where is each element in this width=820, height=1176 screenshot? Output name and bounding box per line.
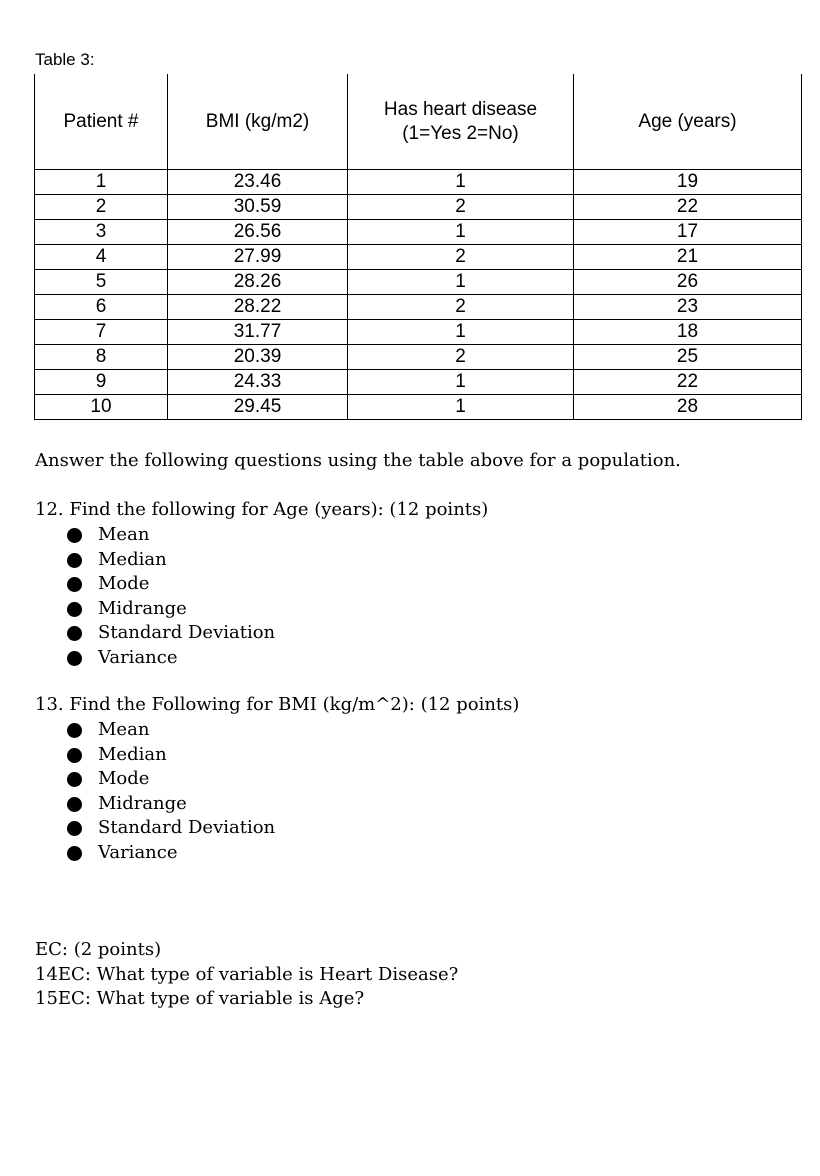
cell-bmi: 24.33 (168, 370, 348, 395)
cell-bmi: 29.45 (168, 395, 348, 420)
list-item: Mode (67, 572, 275, 597)
list-item: Mean (67, 523, 275, 548)
table-row (35, 270, 802, 295)
cell-age: 28 (574, 395, 802, 420)
cell-age: 25 (574, 345, 802, 370)
cell-age: 19 (574, 170, 802, 195)
cell-heart: 2 (348, 345, 574, 370)
list-item: Standard Deviation (67, 621, 275, 646)
cell-bmi: 20.39 (168, 345, 348, 370)
table-row (35, 195, 802, 220)
cell-bmi: 28.26 (168, 270, 348, 295)
list-item: Variance (67, 646, 275, 671)
cell-patient: 3 (35, 220, 168, 245)
header-bmi: BMI (kg/m2) (168, 74, 348, 170)
cell-patient: 2 (35, 195, 168, 220)
cell-age: 22 (574, 195, 802, 220)
cell-heart: 1 (348, 220, 574, 245)
question-13-title: 13. Find the Following for BMI (kg/m^2): (12 points) (35, 694, 520, 715)
question-14ec: 14EC: What type of variable is Heart Disease? (35, 963, 459, 985)
table-row (35, 320, 802, 345)
list-item: Standard Deviation (67, 816, 275, 841)
list-item: Mean (67, 718, 275, 743)
table-caption: Table 3: (35, 50, 95, 69)
cell-patient: 8 (35, 345, 168, 370)
extra-credit-section (35, 938, 458, 1012)
instructions-text: Answer the following questions using the table above for a population. (35, 450, 681, 471)
bullet-icon (67, 602, 82, 617)
cell-age: 26 (574, 270, 802, 295)
header-heart-line2: (1=Yes 2=No) (402, 122, 519, 144)
table-row (35, 295, 802, 320)
cell-age: 17 (574, 220, 802, 245)
bullet-icon (67, 772, 82, 787)
list-item: Mode (67, 767, 275, 792)
cell-heart: 2 (348, 245, 574, 270)
cell-heart: 1 (348, 170, 574, 195)
cell-bmi: 27.99 (168, 245, 348, 270)
table-row (35, 220, 802, 245)
cell-patient: 10 (35, 395, 168, 420)
bullet-icon (67, 626, 82, 641)
header-heart-disease (348, 74, 574, 170)
bullet-icon (67, 651, 82, 666)
cell-heart: 1 (348, 270, 574, 295)
cell-patient: 5 (35, 270, 168, 295)
cell-bmi: 30.59 (168, 195, 348, 220)
table-row (35, 245, 802, 270)
bullet-icon (67, 797, 82, 812)
question-15ec: 15EC: What type of variable is Age? (35, 988, 365, 1009)
header-patient: Patient # (35, 74, 168, 170)
question-13-list (67, 718, 275, 865)
list-item: Median (67, 548, 275, 573)
bullet-icon (67, 846, 82, 861)
extra-credit-heading: EC: (2 points) (35, 939, 162, 960)
header-heart-line1: Has heart disease (383, 98, 538, 120)
bullet-icon (67, 577, 82, 592)
table-row (35, 395, 802, 420)
list-item: Midrange (67, 792, 275, 817)
bullet-icon (67, 528, 82, 543)
cell-heart: 1 (348, 395, 574, 420)
table-row (35, 170, 802, 195)
cell-age: 22 (574, 370, 802, 395)
cell-bmi: 28.22 (168, 295, 348, 320)
cell-patient: 9 (35, 370, 168, 395)
cell-bmi: 31.77 (168, 320, 348, 345)
question-12-title: 12. Find the following for Age (years): (12 points) (35, 499, 489, 520)
cell-bmi: 23.46 (168, 170, 348, 195)
question-12-list (67, 523, 275, 670)
header-age: Age (years) (574, 74, 802, 170)
patient-data-table (34, 74, 802, 420)
cell-patient: 7 (35, 320, 168, 345)
table-row (35, 345, 802, 370)
table-row (35, 370, 802, 395)
bullet-icon (67, 553, 82, 568)
cell-heart: 2 (348, 295, 574, 320)
bullet-icon (67, 723, 82, 738)
cell-patient: 6 (35, 295, 168, 320)
cell-heart: 1 (348, 370, 574, 395)
list-item: Midrange (67, 597, 275, 622)
list-item: Variance (67, 841, 275, 866)
cell-age: 21 (574, 245, 802, 270)
bullet-icon (67, 821, 82, 836)
cell-patient: 4 (35, 245, 168, 270)
cell-age: 23 (574, 295, 802, 320)
cell-bmi: 26.56 (168, 220, 348, 245)
cell-heart: 1 (348, 320, 574, 345)
cell-patient: 1 (35, 170, 168, 195)
cell-heart: 2 (348, 195, 574, 220)
list-item: Median (67, 743, 275, 768)
cell-age: 18 (574, 320, 802, 345)
bullet-icon (67, 748, 82, 763)
